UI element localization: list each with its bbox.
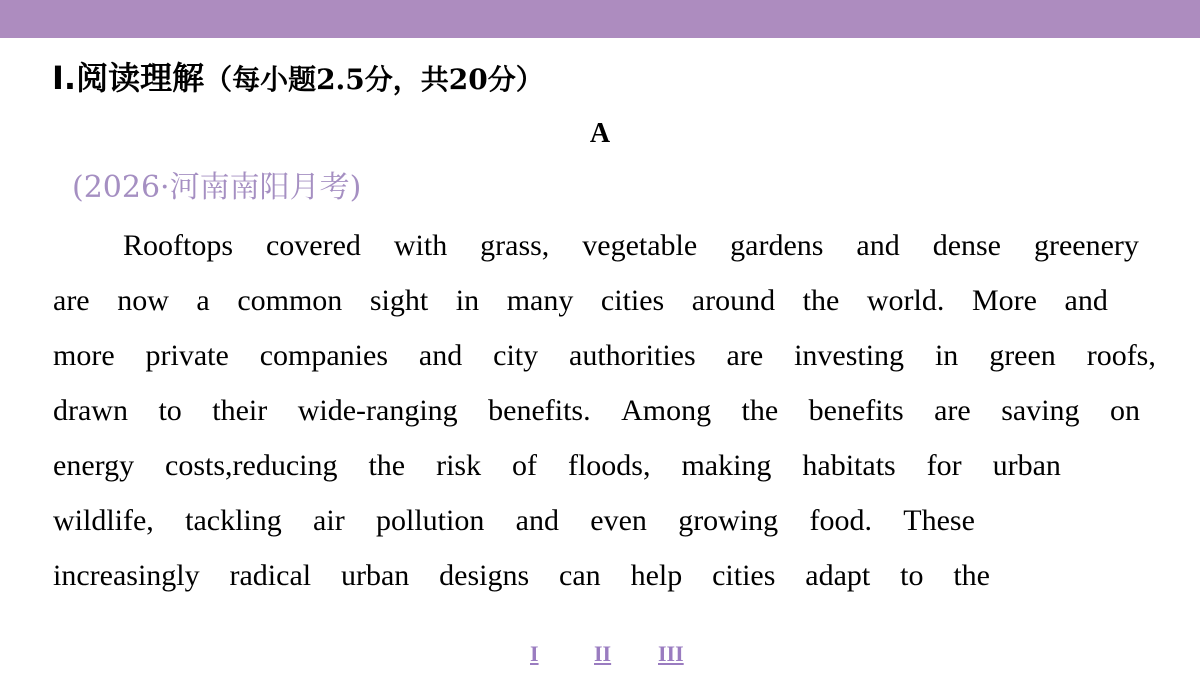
passage-word: sight xyxy=(369,284,429,317)
passage-word: cities xyxy=(600,284,665,317)
passage-word: the xyxy=(741,394,779,427)
passage-word: roofs, xyxy=(1086,339,1156,372)
passage-word: Rooftops xyxy=(123,229,234,262)
passage-word: in xyxy=(934,339,959,372)
passage-word: a xyxy=(196,284,210,317)
section-title xyxy=(52,56,544,102)
passage-word: tackling xyxy=(185,504,282,537)
passage-word: and xyxy=(1064,284,1108,317)
nav-link-section-1[interactable]: I xyxy=(530,641,539,666)
passage-word: their xyxy=(212,394,268,427)
passage-word: many xyxy=(506,284,574,317)
passage-word: vegetable xyxy=(582,229,698,262)
passage-line xyxy=(53,548,990,603)
passage-word: growing xyxy=(678,504,779,537)
passage-word: can xyxy=(559,559,601,592)
page-nav xyxy=(0,640,1200,668)
passage-word: green xyxy=(989,339,1056,372)
top-bar xyxy=(0,0,1200,38)
passage-word: urban xyxy=(340,559,410,592)
passage-word: are xyxy=(934,394,971,427)
section-title-text: I.阅读理解 xyxy=(52,59,205,97)
passage-line xyxy=(53,438,1061,493)
passage-word: are xyxy=(53,284,90,317)
passage-word: around xyxy=(691,284,776,317)
source-tag: (2026·河南南阳月考) xyxy=(72,170,362,205)
passage-word: and xyxy=(856,229,900,262)
passage-word: grass, xyxy=(480,229,550,262)
passage-word: on xyxy=(1110,394,1140,427)
passage-word: benefits xyxy=(808,394,904,427)
passage-word: More xyxy=(971,284,1037,317)
passage-word: and xyxy=(418,339,463,372)
passage-body xyxy=(53,218,1200,603)
passage-word: to xyxy=(900,559,924,592)
passage-word: the xyxy=(368,449,406,482)
passage-word: gardens xyxy=(730,229,824,262)
passage-word: common xyxy=(237,284,343,317)
passage-word: radical xyxy=(229,559,312,592)
passage-word: wide-ranging xyxy=(297,394,458,427)
passage-word: greenery xyxy=(1033,229,1139,262)
passage-word: wildlife, xyxy=(53,504,154,537)
passage-line xyxy=(53,218,1139,273)
passage-line xyxy=(53,383,1140,438)
passage-word: help xyxy=(630,559,683,592)
passage-line xyxy=(53,493,975,548)
passage-word: investing xyxy=(794,339,905,372)
passage-word: authorities xyxy=(569,339,696,372)
passage-word: in xyxy=(455,284,480,317)
passage-word: even xyxy=(590,504,647,537)
passage-word: air xyxy=(313,504,345,537)
passage-word: of xyxy=(512,449,538,482)
passage-word: private xyxy=(145,339,229,372)
passage-word: city xyxy=(493,339,539,372)
passage-line xyxy=(53,328,1156,383)
passage-word: food. xyxy=(809,504,872,537)
passage-word: the xyxy=(953,559,990,592)
nav-link-section-3[interactable]: III xyxy=(658,641,684,666)
passage-word: increasingly xyxy=(53,559,200,592)
passage-word: making xyxy=(681,449,772,482)
passage-word: adapt xyxy=(805,559,871,592)
score-note: （每小题2.5分，共20分） xyxy=(204,63,544,96)
passage-word: habitats xyxy=(802,449,896,482)
passage-word: for xyxy=(926,449,962,482)
passage-word: dense xyxy=(932,229,1001,262)
passage-word: These xyxy=(903,504,975,537)
passage-word: now xyxy=(117,284,169,317)
passage-word: are xyxy=(726,339,764,372)
passage-word: floods, xyxy=(567,449,651,482)
passage-letter: A xyxy=(589,118,611,149)
passage-word: covered xyxy=(265,229,361,262)
passage-word: with xyxy=(393,229,448,262)
passage-line xyxy=(53,273,1108,328)
passage-word: saving xyxy=(1001,394,1080,427)
nav-link-section-2[interactable]: II xyxy=(594,641,612,666)
passage-word: cities xyxy=(712,559,776,592)
passage-word: more xyxy=(53,339,115,372)
passage-word: pollution xyxy=(375,504,485,537)
passage-word: the xyxy=(802,284,840,317)
passage-word: energy xyxy=(53,449,135,482)
passage-word: to xyxy=(158,394,182,427)
passage-word: drawn xyxy=(53,394,128,427)
passage-word: urban xyxy=(992,449,1061,482)
passage-word: designs xyxy=(439,559,530,592)
passage-word: companies xyxy=(259,339,389,372)
passage-word: Among xyxy=(621,394,712,427)
passage-word: costs,reducing xyxy=(165,449,338,482)
passage-word: world. xyxy=(866,284,945,317)
passage-word: risk xyxy=(436,449,482,482)
passage-word: and xyxy=(515,504,559,537)
passage-word: benefits. xyxy=(488,394,591,427)
